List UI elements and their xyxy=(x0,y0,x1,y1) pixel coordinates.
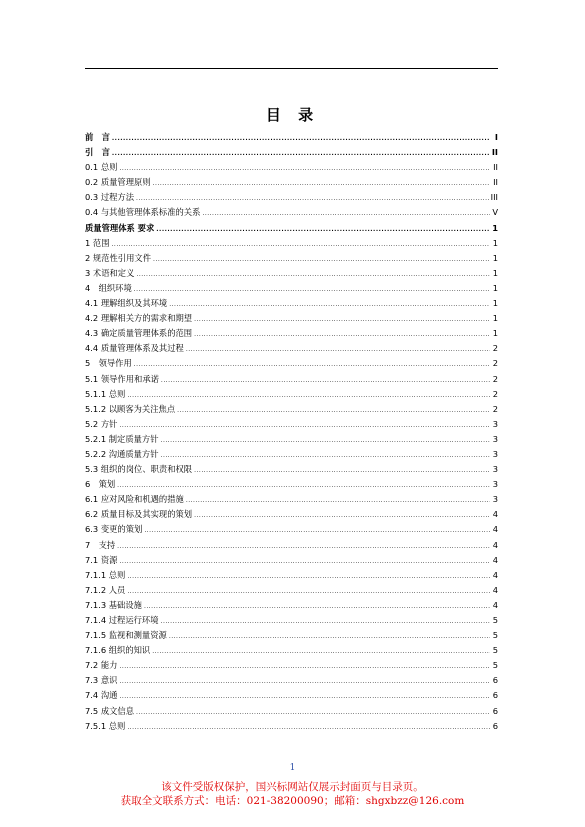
toc-leader-dots xyxy=(194,327,490,342)
toc-entry[interactable] xyxy=(85,447,498,462)
header-rule xyxy=(85,68,498,69)
toc-leader-dots xyxy=(161,373,490,388)
toc-leader-dots xyxy=(127,388,490,403)
toc-leader-dots xyxy=(119,674,490,689)
toc-entry-page: 5 xyxy=(492,615,498,625)
toc-leader-dots xyxy=(161,433,490,448)
toc-leader-dots xyxy=(161,448,490,463)
toc-entry-label: 0.3 过程方法 xyxy=(85,192,135,203)
toc-leader-dots xyxy=(136,705,490,720)
toc-entry[interactable] xyxy=(85,538,498,553)
toc-entry[interactable] xyxy=(85,719,498,734)
toc-leader-dots xyxy=(186,342,490,357)
toc-leader-dots xyxy=(194,508,490,523)
toc-leader-dots xyxy=(119,689,490,704)
toc-leader-dots xyxy=(112,131,490,146)
toc-entry[interactable] xyxy=(85,130,498,145)
toc-entry-page: 3 xyxy=(492,448,498,459)
toc-leader-dots xyxy=(127,720,490,735)
toc-entry[interactable] xyxy=(85,477,498,492)
toc-leader-dots xyxy=(194,463,490,478)
toc-entry-page: 5 xyxy=(492,630,498,641)
toc-entry-page: 4 xyxy=(492,509,498,520)
toc-entry-label: 1 范围 xyxy=(85,237,110,248)
toc-entry-label: 质量管理体系 要求 xyxy=(85,222,155,233)
toc-leader-dots xyxy=(177,403,490,418)
toc-entry[interactable] xyxy=(85,507,498,522)
toc-leader-dots xyxy=(117,478,490,493)
toc-entry-label: 5.1.1 总则 xyxy=(85,388,126,399)
toc-entry-page: 3 xyxy=(492,418,498,429)
toc-entry[interactable] xyxy=(85,462,498,477)
toc-leader-dots xyxy=(169,629,490,644)
toc-entry[interactable] xyxy=(85,266,498,281)
toc-entry[interactable] xyxy=(85,688,498,703)
toc-entry-page: 4 xyxy=(492,569,498,580)
toc-entry-page: II xyxy=(493,162,498,173)
toc-entry-page: 1 xyxy=(492,298,498,309)
toc-entry-page: 3 xyxy=(492,464,498,475)
toc-entry-label: 5.2.1 制定质量方针 xyxy=(85,433,159,444)
toc-leader-dots xyxy=(127,584,490,599)
toc-entry-label: 5.1.2 以顾客为关注焦点 xyxy=(85,403,176,414)
toc-leader-dots xyxy=(119,161,490,176)
toc-entry-page: 1 xyxy=(492,252,498,263)
toc-entry-page: 4 xyxy=(492,599,498,610)
toc-entry-page: 5 xyxy=(492,660,498,671)
toc-entry-label: 4.3 确定质量管理体系的范围 xyxy=(85,328,193,339)
toc-entry-label: 3 术语和定义 xyxy=(85,267,135,278)
toc-entry[interactable] xyxy=(85,658,498,673)
toc-entry-label: 5.2.2 沟通质量方针 xyxy=(85,448,159,459)
toc-entry[interactable] xyxy=(85,341,498,356)
toc-entry[interactable] xyxy=(85,236,498,251)
toc-entry[interactable] xyxy=(85,356,498,371)
toc-entry-page: I xyxy=(494,132,498,142)
toc-entry-label: 7.2 能力 xyxy=(85,660,118,671)
toc-entry-label: 7.1.3 基础设施 xyxy=(85,599,142,610)
toc-entry-page: V xyxy=(492,207,498,218)
toc-entry[interactable] xyxy=(85,205,498,220)
toc-leader-dots xyxy=(169,297,490,312)
toc-leader-dots xyxy=(202,206,490,221)
toc-entry[interactable] xyxy=(85,145,498,160)
toc-entry-page: II xyxy=(491,147,498,158)
toc-entry-label: 5.3 组织的岗位、职责和权限 xyxy=(85,464,193,475)
toc-entry-label: 5.2 方针 xyxy=(85,418,118,429)
toc-entry[interactable] xyxy=(85,190,498,205)
toc-entry-label: 6.3 变更的策划 xyxy=(85,524,143,535)
toc-entry[interactable] xyxy=(85,568,498,583)
toc-entry-page: 2 xyxy=(492,373,498,384)
toc-entry[interactable] xyxy=(85,326,498,341)
toc-leader-dots xyxy=(119,659,490,674)
toc-entry[interactable] xyxy=(85,598,498,613)
toc-entry-label: 0.1 总则 xyxy=(85,162,118,173)
toc-leader-dots xyxy=(136,191,489,206)
toc-entry-page: 1 xyxy=(492,328,498,339)
toc-entry-label: 6.2 质量目标及其实现的策划 xyxy=(85,509,193,520)
toc-entry-label: 6 策划 xyxy=(85,479,116,490)
toc-entry[interactable] xyxy=(85,492,498,507)
toc-entry[interactable] xyxy=(85,160,498,175)
toc-entry-label: 7.4 沟通 xyxy=(85,690,118,701)
toc-leader-dots xyxy=(153,176,490,191)
toc-entry-page: 4 xyxy=(492,539,498,550)
copyright-notice: 该文件受版权保护，国兴标网站仅展示封面页与目录页。 xyxy=(161,781,424,793)
toc-entry-page: 4 xyxy=(492,524,498,535)
toc-leader-dots xyxy=(194,312,490,327)
toc-entry[interactable] xyxy=(85,643,498,658)
toc-entry[interactable] xyxy=(85,673,498,688)
toc-entry-label: 7.5 成文信息 xyxy=(85,705,135,716)
toc-entry-label: 4.1 理解组织及其环境 xyxy=(85,298,168,309)
toc-entry-page: 2 xyxy=(492,403,498,414)
toc-entry-page: II xyxy=(493,177,498,188)
toc-entry-label: 引 言 xyxy=(85,147,110,158)
toc-entry-label: 7.5.1 总则 xyxy=(85,720,126,731)
toc-entry-page: 1 xyxy=(492,313,498,324)
toc-entry-label: 0.2 质量管理原则 xyxy=(85,177,151,188)
toc-entry-label: 7.1.1 总则 xyxy=(85,569,126,580)
toc-leader-dots xyxy=(152,644,490,659)
toc-entry-label: 7.1.4 过程运行环境 xyxy=(85,615,159,625)
toc-entry-label: 4 组织环境 xyxy=(85,282,132,293)
toc-entry-page: 4 xyxy=(492,584,498,595)
toc-entry-label: 7.1 资源 xyxy=(85,554,118,565)
toc-entry-label: 7.1.2 人员 xyxy=(85,584,126,595)
toc-entry-label: 7 支持 xyxy=(85,539,116,550)
toc-entry-label: 7.3 意识 xyxy=(85,675,118,686)
page-title: 目 录 xyxy=(265,106,320,124)
toc-entry[interactable] xyxy=(85,387,498,402)
toc-leader-dots xyxy=(136,267,490,282)
toc-entry[interactable] xyxy=(85,251,498,266)
toc-entry-page: 4 xyxy=(492,554,498,565)
toc-entry[interactable] xyxy=(85,522,498,537)
toc-entry[interactable] xyxy=(85,553,498,568)
toc-entry-page: 3 xyxy=(492,433,498,444)
toc-leader-dots xyxy=(127,569,490,584)
toc-entry-label: 4.4 质量管理体系及其过程 xyxy=(85,343,184,354)
toc-entry-label: 6.1 应对风险和机遇的措施 xyxy=(85,494,184,505)
toc-entry[interactable] xyxy=(85,296,498,311)
toc-entry-page: III xyxy=(490,192,498,203)
toc-leader-dots xyxy=(119,418,490,433)
toc-entry-page: 1 xyxy=(492,282,498,293)
toc-entry[interactable] xyxy=(85,402,498,417)
toc-entry[interactable] xyxy=(85,311,498,326)
toc-leader-dots xyxy=(186,493,490,508)
toc-leader-dots xyxy=(134,357,490,372)
toc-entry[interactable] xyxy=(85,175,498,190)
toc-entry[interactable] xyxy=(85,281,498,296)
toc-entry[interactable] xyxy=(85,583,498,598)
toc-entry-label: 5.1 领导作用和承诺 xyxy=(85,373,159,384)
toc-entry-page: 6 xyxy=(492,675,498,686)
page-number: 1 xyxy=(289,763,296,773)
toc-entry-label: 4.2 理解相关方的需求和期望 xyxy=(85,313,193,324)
toc-entry-label: 前 言 xyxy=(85,132,110,142)
toc-entry-page: 3 xyxy=(492,494,498,505)
contact-info: 获取全文联系方式：电话：021-38200090；邮箱：shgxbzz@126.com xyxy=(120,795,465,807)
toc-entry-page: 6 xyxy=(492,705,498,716)
toc-entry-page: 1 xyxy=(492,267,498,278)
toc-entry[interactable] xyxy=(85,432,498,447)
toc-leader-dots xyxy=(156,222,490,237)
toc-entry-label: 7.1.5 监视和测量资源 xyxy=(85,630,167,641)
toc-entry[interactable] xyxy=(85,221,498,236)
toc-entry-page: 3 xyxy=(492,479,498,490)
toc-entry-label: 7.1.6 组织的知识 xyxy=(85,645,151,656)
toc-entry-page: 6 xyxy=(492,720,498,731)
toc-entry-page: 1 xyxy=(492,222,498,233)
toc-entry[interactable] xyxy=(85,372,498,387)
toc-entry-page: 2 xyxy=(492,388,498,399)
toc-entry-page: 1 xyxy=(492,237,498,248)
toc-entry[interactable] xyxy=(85,417,498,432)
toc-leader-dots xyxy=(144,599,490,614)
toc-leader-dots xyxy=(134,282,490,297)
toc-entry-label: 2 规范性引用文件 xyxy=(85,252,151,263)
toc-entry[interactable] xyxy=(85,704,498,719)
toc-leader-dots xyxy=(144,523,490,538)
toc-entry[interactable] xyxy=(85,628,498,643)
toc-leader-dots xyxy=(112,237,490,252)
toc-entry-label: 5 领导作用 xyxy=(85,358,132,369)
toc-leader-dots xyxy=(153,252,490,267)
toc-leader-dots xyxy=(117,539,490,554)
toc-entry[interactable] xyxy=(85,613,498,628)
table-of-contents xyxy=(85,130,498,734)
toc-leader-dots xyxy=(119,554,490,569)
toc-entry-page: 2 xyxy=(492,343,498,354)
toc-leader-dots xyxy=(161,614,490,629)
toc-leader-dots xyxy=(112,146,490,161)
toc-entry-label: 0.4 与其他管理体系标准的关系 xyxy=(85,207,201,218)
toc-entry-page: 6 xyxy=(492,690,498,701)
toc-entry-page: 2 xyxy=(492,358,498,369)
toc-entry-page: 5 xyxy=(492,645,498,656)
